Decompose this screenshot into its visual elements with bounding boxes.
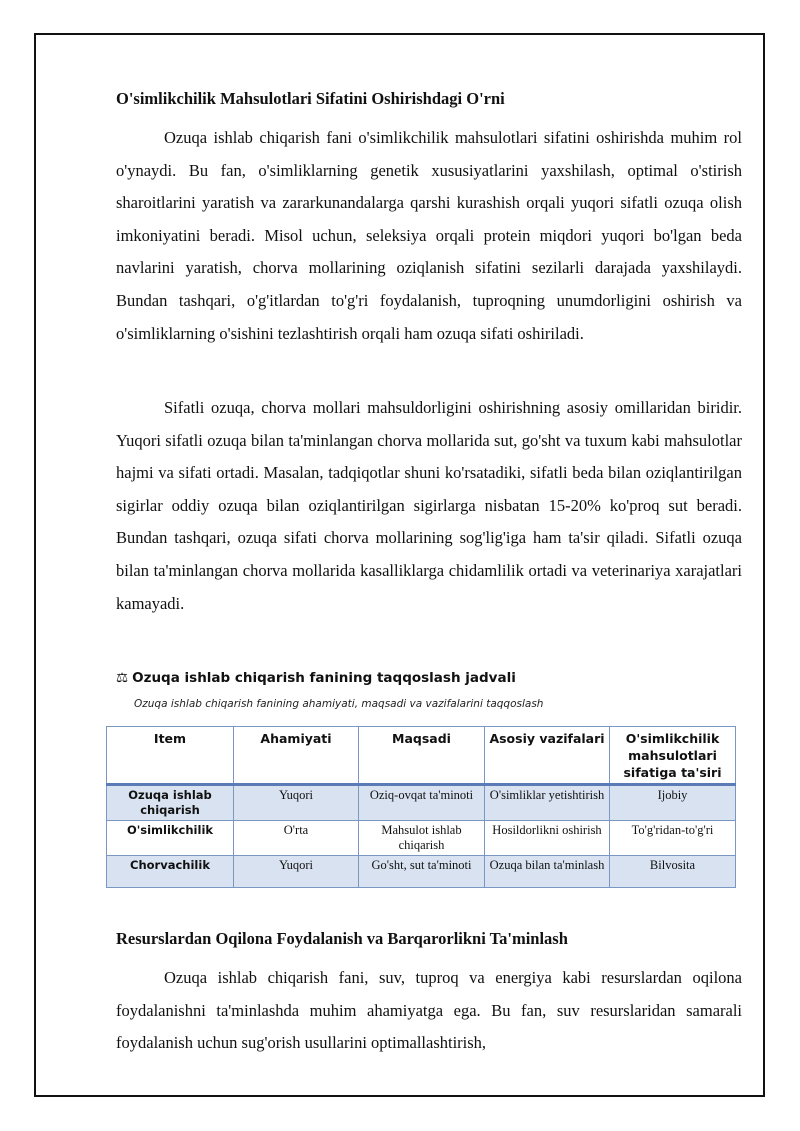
header-cell: Asosiy vazifalari xyxy=(485,727,610,785)
table-cell: O'simliklar yetishtirish xyxy=(485,785,610,821)
table-cell: Bilvosita xyxy=(610,856,736,888)
header-cell: O'simlikchilik mahsulotlari sifatiga ta'siri xyxy=(610,727,736,785)
section-heading-2: Resurslardan Oqilona Foydalanish va Barqarorlikni Ta'minlash xyxy=(116,929,568,948)
table-cell: Go'sht, sut ta'minoti xyxy=(359,856,485,888)
table-cell: Ijobiy xyxy=(610,785,736,821)
paragraph-1: Ozuqa ishlab chiqarish fani o'simlikchilik mahsulotlari sifatini oshirishda muhim rol o'ynaydi. Bu fan, o'simliklarning genetik xususiyatlarini yaxshilash, optimal o'stirish sharoitlarini yaratish va zararkunandalarga qarshi kurashish orqali yuqori sifatli ozuqa olish imkoniyatini beradi. Misol uchun, seleksiya orqali protein miqdori yuqori bo'lgan beda navlarini yaratish, chorva mollarining oziqlanish sifatini sezilarli darajada yaxshilaydi. Bundan tashqari, o'g'itlardan to'g'ri foydalanish, tuproqning unumdorligini oshirish va o'simliklarning o'sishini tezlashtirish orqali ham ozuqa sifati oshiriladi. xyxy=(116,128,742,343)
table-cell: Chorvachilik xyxy=(107,856,234,888)
table-cell: Mahsulot ishlab chiqarish xyxy=(359,821,485,856)
paragraph-2: Sifatli ozuqa, chorva mollari mahsuldorligini oshirishning asosiy omillaridan biridir. Yuqori sifatli ozuqa bilan ta'minlangan chorva mollarida sut, go'sht va tuxum kabi mahsulotlar hajmi va sifati ortadi. Masalan, tadqiqotlar shuni ko'rsatadiki, sifatli beda bilan oziqlantirilgan sigirlar oddiy ozuqa bilan oziqlantirilgan sigirlarga nisbatan 15-20% ko'proq sut beradi. Bundan tashqari, ozuqa sifati chorva mollarining sog'lig'iga ham ta'sir qiladi. Sifatli ozuqa bilan ta'minlangan chorva mollarida kasalliklarga chidamlilik ortadi va veterinariya xarajatlari kamayadi. xyxy=(116,398,742,613)
table-cell: Yuqori xyxy=(234,785,359,821)
header-cell: Item xyxy=(107,727,234,785)
table-cell: Ozuqa bilan ta'minlash xyxy=(485,856,610,888)
table-cell: O'simlikchilik xyxy=(107,821,234,856)
header-cell: Ahamiyati xyxy=(234,727,359,785)
table-cell: Ozuqa ishlab chiqarish xyxy=(107,785,234,821)
table-cell: Hosildorlikni oshirish xyxy=(485,821,610,856)
table-row xyxy=(107,785,736,821)
section-heading-1: O'simlikchilik Mahsulotlari Sifatini Oshirishdagi O'rni xyxy=(116,89,505,108)
table-row xyxy=(107,821,736,856)
table-cell: To'g'ridan-to'g'ri xyxy=(610,821,736,856)
table-row xyxy=(107,856,736,888)
table-title xyxy=(116,670,516,686)
table-cell: O'rta xyxy=(234,821,359,856)
scales-icon: ⚖ xyxy=(116,670,129,686)
comparison-table xyxy=(106,726,736,888)
table-cell: Oziq-ovqat ta'minoti xyxy=(359,785,485,821)
table-cell: Yuqori xyxy=(234,856,359,888)
table-header-row xyxy=(107,727,736,785)
table-subtitle: Ozuqa ishlab chiqarish fanining ahamiyati, maqsadi va vazifalarini taqqoslash xyxy=(134,698,544,710)
paragraph-3: Ozuqa ishlab chiqarish fani, suv, tuproq va energiya kabi resurslardan oqilona foydalanishni ta'minlashda muhim ahamiyatga ega. Bu fan, suv resurslaridan samarali foydalanish uchun sug'orish usullarini optimallashtirish, xyxy=(116,968,742,1053)
table-title-text: Ozuqa ishlab chiqarish fanining taqqoslash jadvali xyxy=(132,670,516,686)
header-cell: Maqsadi xyxy=(359,727,485,785)
